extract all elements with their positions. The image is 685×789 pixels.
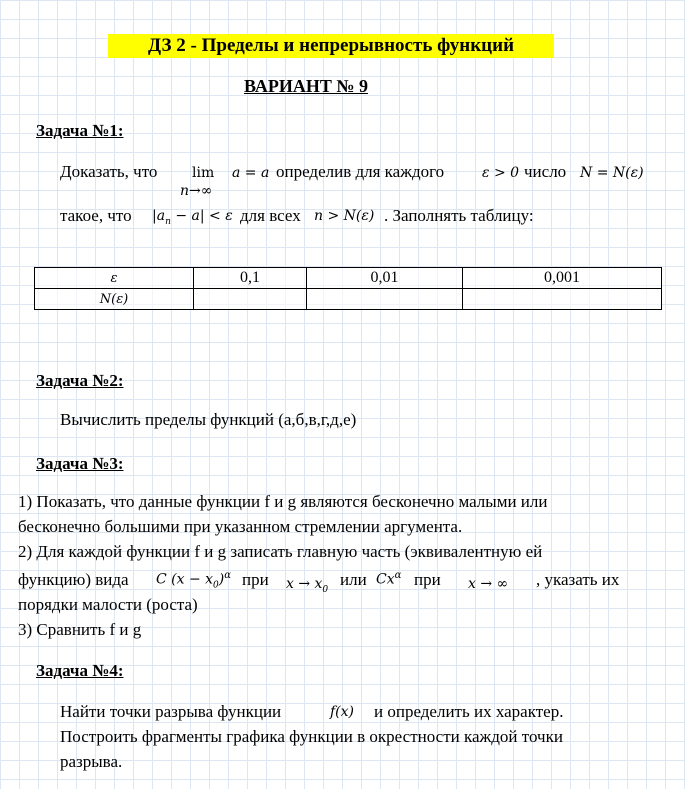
n-eps-formula: N = N(ε)	[580, 165, 644, 181]
table-cell: 0,1	[194, 268, 307, 289]
table-cell	[194, 289, 307, 310]
task2-heading: Задача №2:	[36, 371, 124, 390]
task4-line1-prefix: Найти точки разрыва функции	[60, 702, 282, 721]
task3-p2-line3: порядки малости (роста)	[18, 595, 198, 614]
task4-line1-suffix: и определить их характер.	[374, 702, 564, 721]
table-row	[35, 289, 662, 310]
lim-expression: a = a	[232, 165, 270, 181]
task1-line1-prefix: Доказать, что	[60, 162, 158, 181]
task3-p2-d: при	[414, 570, 441, 589]
n-gt-formula: n > N(ε)	[314, 208, 375, 224]
task3-p2-e: , указать их	[536, 570, 620, 589]
task1-line2-mid: для всех	[240, 206, 301, 225]
task4-line3: разрыва.	[60, 752, 123, 771]
task4-line2: Построить фрагменты графика функции в окрестности каждой точки	[60, 727, 563, 746]
table-cell: 0,01	[306, 268, 462, 289]
task3-p2-b: при	[242, 570, 269, 589]
eps-condition: ε > 0	[482, 165, 520, 181]
formula-cx-alpha: $Cx^\alpha$	[376, 570, 402, 588]
task3-p2-c: или	[340, 570, 367, 589]
abs-expression: $|a_n - a| < \varepsilon$	[152, 208, 233, 227]
table-cell: ε	[35, 268, 194, 289]
table-row	[35, 268, 662, 289]
task1-line2-suffix: . Заполнять таблицу:	[384, 206, 534, 225]
limit-x-to-x0: $x \to x_0$	[286, 576, 329, 595]
task3-p1-line1: 1) Показать, что данные функции f и g являются бесконечно малыми или	[18, 492, 548, 511]
task1-line2-prefix: такое, что	[60, 206, 132, 225]
task3-heading: Задача №3:	[36, 454, 124, 473]
task1-heading: Задача №1:	[36, 121, 124, 140]
page-title: ДЗ 2 - Пределы и непрерывность функций	[108, 34, 554, 58]
task1-line1-mid: определив для каждого	[276, 162, 445, 181]
formula-c-x-x0: C $(x - x_0)^\alpha$	[156, 570, 232, 591]
lim-under: n→∞	[180, 183, 213, 199]
epsilon-table	[34, 267, 662, 310]
task3-p1-line2: бесконечно большими при указанном стремлении аргумента.	[18, 517, 463, 536]
table-cell	[462, 289, 661, 310]
table-cell	[306, 289, 462, 310]
table-cell: 0,001	[462, 268, 661, 289]
task3-p2-line1: 2) Для каждой функции f и g записать главную часть (эквивалентную ей	[18, 542, 543, 561]
fx-formula: f(x)	[330, 704, 355, 720]
task1-line1-suffix: число	[524, 162, 567, 181]
variant-label: ВАРИАНТ № 9	[244, 76, 368, 96]
task3-p2-a: функцию) вида	[18, 570, 129, 589]
lim-word: lim	[192, 165, 215, 181]
task4-heading: Задача №4:	[36, 661, 124, 680]
table-cell: N(ε)	[35, 289, 194, 310]
task2-text: Вычислить пределы функций (а,б,в,г,д,е)	[60, 410, 357, 429]
limit-x-to-inf: x → ∞	[468, 576, 509, 592]
task3-p3: 3) Сравнить f и g	[18, 620, 142, 639]
